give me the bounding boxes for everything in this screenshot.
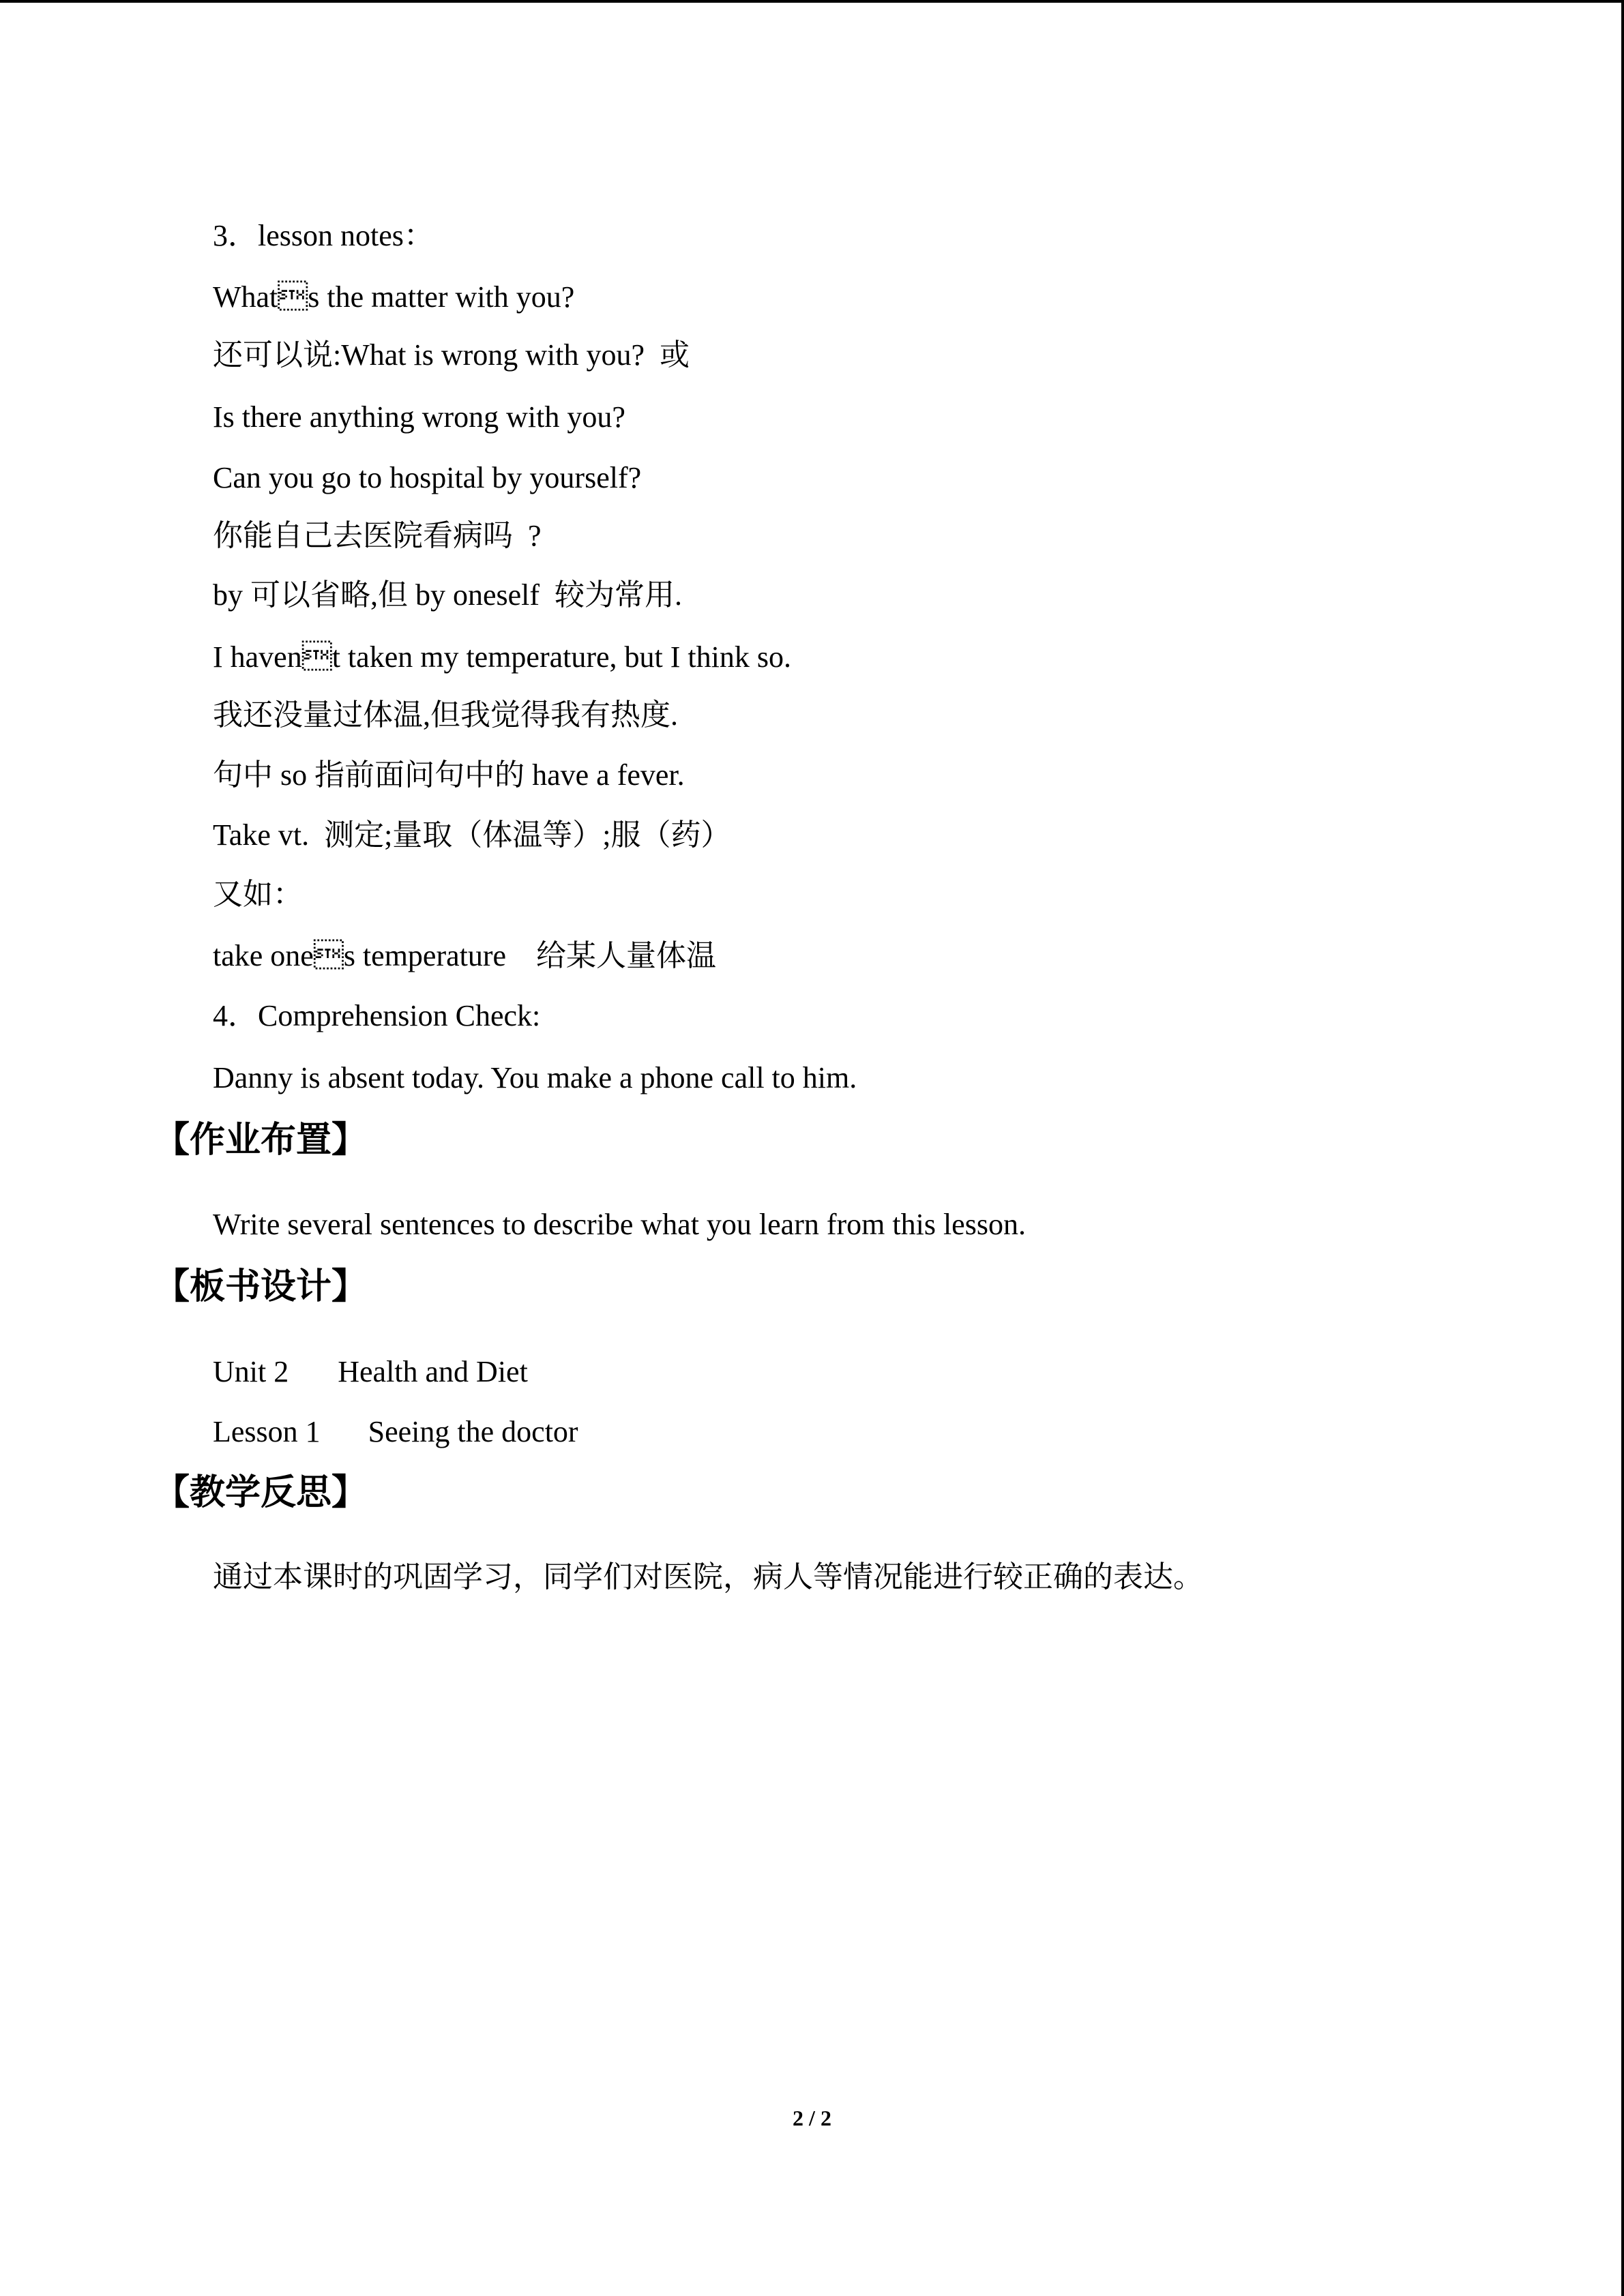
lesson-notes-heading: 3．lesson notes： (213, 219, 434, 252)
reflection-title: 【教学反思】 (154, 1472, 368, 1513)
page-border-right (1621, 0, 1624, 2296)
comprehension-heading: 4．Comprehension Check: (213, 999, 541, 1032)
board-design-lesson-title: Seeing the doctor (368, 1415, 578, 1448)
page-number: 2 / 2 (793, 2106, 831, 2130)
lesson-notes-line-5: 你能自己去医院看病吗 ? (213, 519, 542, 552)
lesson-notes-line-6: by 可以省略,但 by oneself 较为常用. (213, 578, 683, 612)
lesson-notes-line-4: Can you go to hospital by yourself? (213, 461, 642, 494)
board-design-unit-label: Unit 2 (213, 1355, 289, 1388)
lesson-notes-line-10: Take vt. 测定;量取（体温等）;服（药） (213, 818, 731, 852)
reflection-text: 通过本课时的巩固学习，同学们对医院，病人等情况能进行较正确的表达。 (213, 1560, 1203, 1594)
homework-title: 【作业布置】 (154, 1120, 368, 1161)
board-design-unit (213, 1353, 528, 1391)
board-design-lesson-label: Lesson 1 (213, 1415, 321, 1448)
lesson-notes-line-7: I havent taken my temperature, but I think so. (213, 640, 791, 674)
lesson-notes-line-9: 句中 so 指前面问句中的 have a fever. (213, 758, 685, 792)
lesson-notes-line-11: 又如： (213, 878, 303, 911)
page-border-top (0, 0, 1624, 3)
lesson-notes-line-2: 还可以说:What is wrong with you? 或 (213, 338, 690, 372)
homework-text: Write several sentences to describe what you learn from this lesson. (213, 1208, 1026, 1241)
lesson-notes-line-1: Whats the matter with you? (213, 280, 575, 314)
lesson-notes-line-8: 我还没量过体温,但我觉得我有热度. (213, 698, 678, 732)
lesson-notes-line-12: take ones temperature 给某人量体温 (213, 939, 717, 972)
board-design-lesson (213, 1413, 578, 1451)
board-design-unit-title: Health and Diet (338, 1355, 528, 1388)
board-design-title: 【板书设计】 (154, 1266, 368, 1307)
lesson-notes-line-3: Is there anything wrong with you? (213, 400, 625, 434)
comprehension-text: Danny is absent today. You make a phone call to him. (213, 1061, 857, 1094)
